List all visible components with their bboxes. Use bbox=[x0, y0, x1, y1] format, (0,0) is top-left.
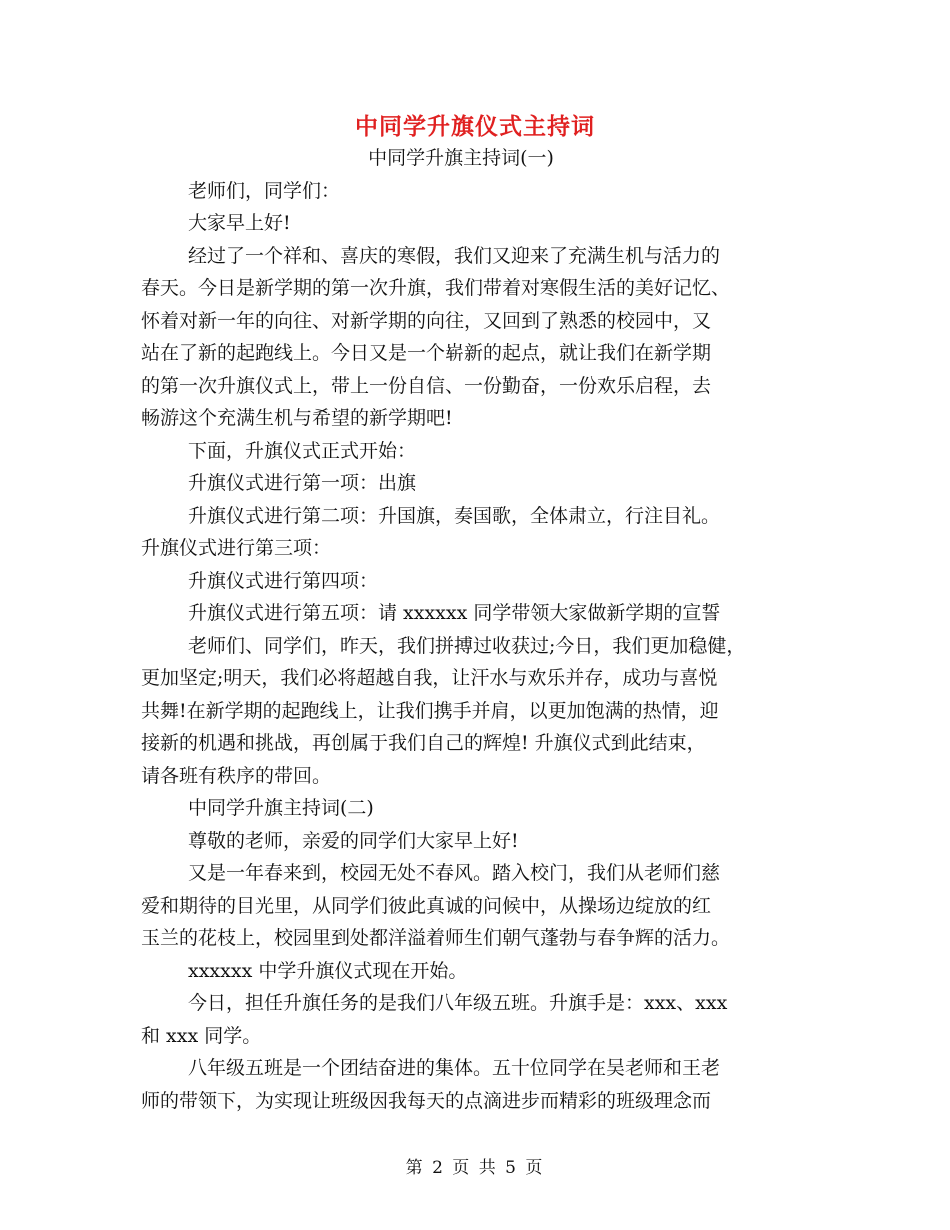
paragraph-line: 经过了一个祥和、喜庆的寒假，我们又迎来了充满生机与活力的 bbox=[188, 244, 721, 267]
document-body bbox=[141, 142, 821, 1117]
paragraph-line: 升旗仪式进行第一项：出旗 bbox=[188, 472, 417, 494]
paragraph-line: 尊敬的老师，亲爱的同学们大家早上好! bbox=[188, 829, 519, 852]
paragraph-line: 升旗仪式进行第三项： bbox=[141, 537, 332, 559]
paragraph-line: 今日，担任升旗任务的是我们八年级五班。升旗手是：xxx、xxx bbox=[188, 992, 728, 1014]
paragraph-line: 请各班有秩序的带回。 bbox=[141, 764, 332, 787]
paragraph-line: 接新的机遇和挑战，再创属于我们自己的辉煌! 升旗仪式到此结束， bbox=[141, 732, 706, 754]
paragraph-line: 玉兰的花枝上，校园里到处都洋溢着师生们朝气蓬勃与春争辉的活力。 bbox=[141, 927, 731, 949]
paragraph-line: 师的带领下，为实现让班级因我每天的点滴进步而精彩的班级理念而 bbox=[141, 1089, 712, 1112]
document-title: 中同学升旗仪式主持词 bbox=[355, 113, 595, 140]
paragraph-line: 升旗仪式进行第五项：请 xxxxxx 同学带领大家做新学期的宣誓 bbox=[188, 602, 721, 624]
paragraph-line: 爱和期待的目光里，从同学们彼此真诚的问候中，从操场边绽放的红 bbox=[141, 894, 712, 917]
paragraph-line: 下面，升旗仪式正式开始： bbox=[188, 439, 417, 462]
section-heading-2: 中同学升旗主持词(二) bbox=[188, 797, 374, 819]
paragraph-line: 共舞!在新学期的起跑线上，让我们携手并肩，以更加饱满的热情，迎 bbox=[141, 699, 719, 722]
paragraph-line: 又是一年春来到，校园无处不春风。踏入校门，我们从老师们慈 bbox=[188, 862, 721, 884]
paragraph-line: 和 xxx 同学。 bbox=[141, 1024, 262, 1047]
page-footer: 第 2 页 共 5 页 bbox=[405, 1158, 545, 1178]
paragraph-line: xxxxxx 中学升旗仪式现在开始。 bbox=[188, 959, 468, 982]
paragraph-line: 的第一次升旗仪式上，带上一份自信、一份勤奋，一份欢乐启程，去 bbox=[141, 374, 712, 397]
paragraph-line: 站在了新的起跑线上。今日又是一个崭新的起点，就让我们在新学期 bbox=[141, 342, 712, 364]
paragraph-line: 大家早上好! bbox=[188, 212, 291, 234]
paragraph-line: 畅游这个充满生机与希望的新学期吧! bbox=[141, 407, 453, 429]
paragraph-line: 怀着对新一年的向往、对新学期的向往，又回到了熟悉的校园中，又 bbox=[141, 309, 712, 332]
paragraph-line: 升旗仪式进行第四项： bbox=[188, 569, 379, 592]
section-heading-1: 中同学升旗主持词(一) bbox=[368, 147, 554, 169]
paragraph-line: 春天。今日是新学期的第一次升旗，我们带着对寒假生活的美好记忆、 bbox=[141, 277, 731, 299]
paragraph-line: 升旗仪式进行第二项：升国旗，奏国歌，全体肃立，行注目礼。 bbox=[188, 504, 721, 527]
paragraph-line: 更加坚定;明天，我们必将超越自我，让汗水与欢乐并存，成功与喜悦 bbox=[141, 667, 718, 689]
paragraph-line: 八年级五班是一个团结奋进的集体。五十位同学在吴老师和王老 bbox=[188, 1057, 721, 1079]
paragraph-line: 老师们，同学们： bbox=[188, 179, 341, 202]
paragraph-line: 老师们、同学们，昨天，我们拼搏过收获过;今日，我们更加稳健， bbox=[188, 634, 746, 657]
